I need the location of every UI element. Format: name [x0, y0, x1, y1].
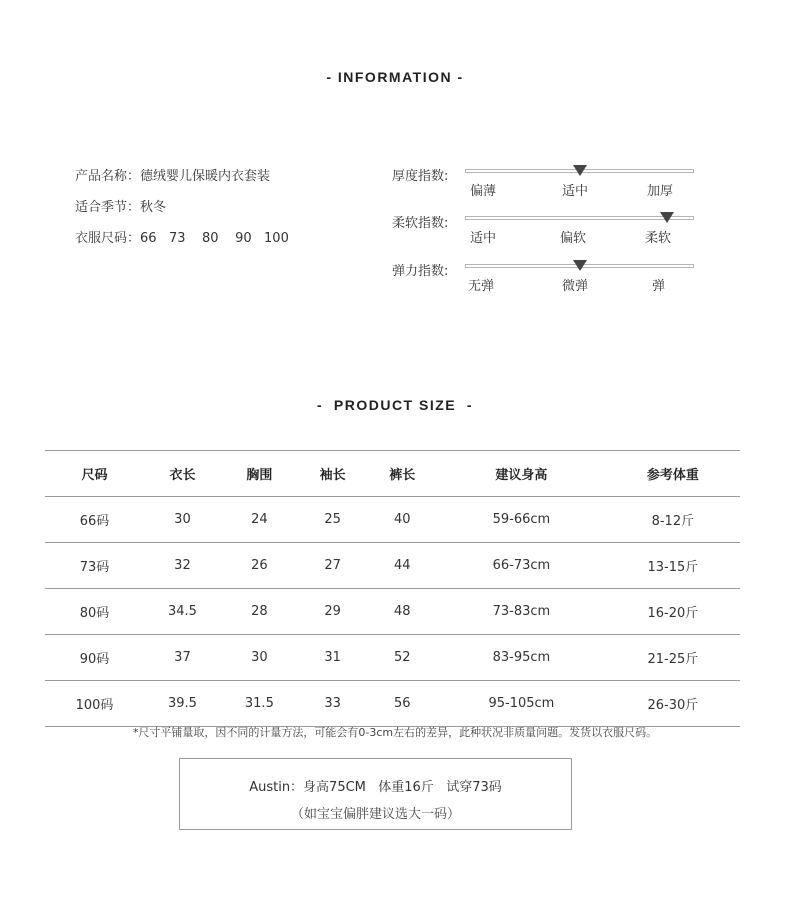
table-cell: 37 [144, 635, 221, 681]
table-cell: 56 [367, 681, 437, 727]
header-cell: 参考体重 [606, 451, 740, 497]
header-cell: 袖长 [298, 451, 368, 497]
scale-tick-label: 偏薄 [470, 184, 497, 199]
table-cell: 13-15斤 [606, 543, 740, 589]
table-cell: 32 [144, 543, 221, 589]
scale-marker-icon [573, 165, 587, 176]
header-cell: 建议身高 [437, 451, 606, 497]
scale-marker-icon [660, 212, 674, 223]
scale-label: 弹力指数: [392, 264, 449, 279]
product-info-list [75, 168, 289, 261]
scale-tick-label: 弹 [652, 279, 666, 294]
measurement-note: *尺寸平铺量取，因不同的计量方法，可能会有0-3cm左右的差异，此种状况非质量问题。发货以衣服尺码。 [132, 726, 658, 739]
info-row-season [75, 199, 289, 230]
table-cell: 31 [298, 635, 368, 681]
table-row [45, 589, 740, 635]
size-table [45, 450, 740, 727]
scale-tick-label: 微弹 [562, 279, 589, 294]
size-table-header-row [45, 451, 740, 497]
scale-tick-label: 适中 [470, 231, 497, 246]
table-cell: 8-12斤 [606, 497, 740, 543]
table-cell: 90码 [45, 635, 144, 681]
model-fit-info: Austin：身高75CM 体重16斤 试穿73码 [249, 780, 502, 795]
info-label: 产品名称： [75, 169, 141, 184]
table-cell: 83-95cm [437, 635, 606, 681]
table-cell: 31.5 [221, 681, 298, 727]
model-fit-box [179, 758, 572, 830]
table-cell: 44 [367, 543, 437, 589]
table-cell: 24 [221, 497, 298, 543]
scale-marker-icon [573, 260, 587, 271]
table-cell: 34.5 [144, 589, 221, 635]
table-cell: 73-83cm [437, 589, 606, 635]
scale-label: 厚度指数: [392, 169, 449, 184]
table-cell: 80码 [45, 589, 144, 635]
product-size-title: - PRODUCT SIZE - [316, 397, 474, 413]
model-fit-tip: （如宝宝偏胖建议选大一码） [290, 807, 460, 822]
table-row [45, 635, 740, 681]
table-cell: 30 [221, 635, 298, 681]
table-cell: 39.5 [144, 681, 221, 727]
table-cell: 16-20斤 [606, 589, 740, 635]
header-cell: 裤长 [367, 451, 437, 497]
info-value: 66 73 80 90 100 [140, 231, 289, 246]
table-cell: 29 [298, 589, 368, 635]
scale-label: 柔软指数: [392, 216, 449, 231]
table-cell: 40 [367, 497, 437, 543]
info-row-sizes [75, 230, 289, 261]
table-row [45, 497, 740, 543]
info-value: 德绒婴儿保暖内衣套装 [140, 169, 271, 184]
header-cell: 衣长 [144, 451, 221, 497]
table-cell: 30 [144, 497, 221, 543]
table-cell: 28 [221, 589, 298, 635]
scale-tick-label: 无弹 [468, 279, 495, 294]
table-cell: 95-105cm [437, 681, 606, 727]
table-cell: 52 [367, 635, 437, 681]
header-cell: 胸围 [221, 451, 298, 497]
information-title: - INFORMATION - [326, 69, 464, 85]
table-cell: 66-73cm [437, 543, 606, 589]
table-cell: 33 [298, 681, 368, 727]
info-label: 适合季节： [75, 200, 141, 215]
scale-tick-label: 柔软 [645, 231, 672, 246]
scale-tick-label: 适中 [562, 184, 589, 199]
table-cell: 27 [298, 543, 368, 589]
scale-tick-label: 加厚 [647, 184, 674, 199]
info-row-product-name [75, 168, 289, 199]
info-value: 秋冬 [140, 200, 167, 215]
table-cell: 66码 [45, 497, 144, 543]
table-cell: 100码 [45, 681, 144, 727]
table-cell: 25 [298, 497, 368, 543]
scale-tick-label: 偏软 [560, 231, 587, 246]
table-cell: 21-25斤 [606, 635, 740, 681]
table-cell: 73码 [45, 543, 144, 589]
header-cell: 尺码 [45, 451, 144, 497]
info-label: 衣服尺码： [75, 231, 141, 246]
table-cell: 48 [367, 589, 437, 635]
table-cell: 26-30斤 [606, 681, 740, 727]
table-cell: 59-66cm [437, 497, 606, 543]
table-row [45, 543, 740, 589]
table-cell: 26 [221, 543, 298, 589]
table-row [45, 681, 740, 727]
